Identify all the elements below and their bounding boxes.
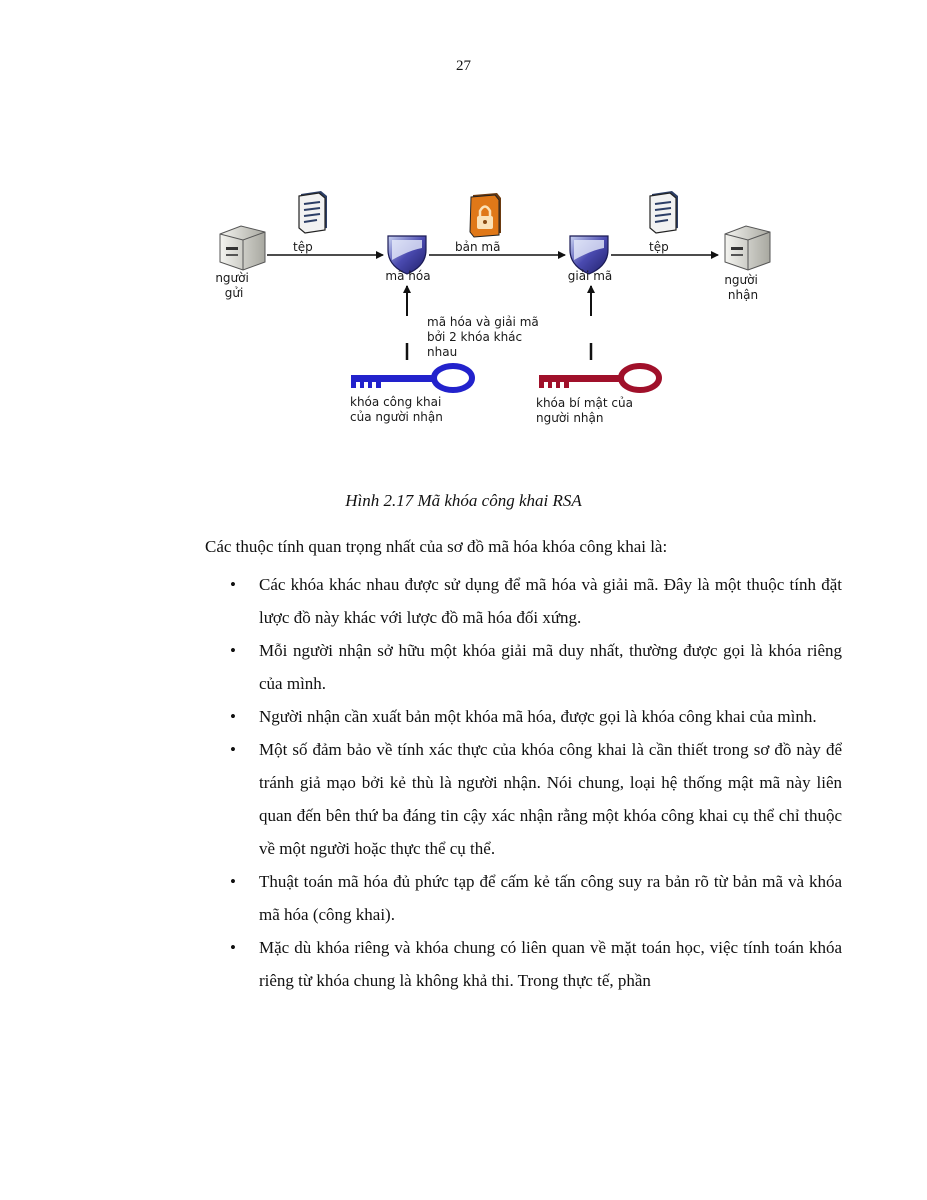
list-item-text: Mặc dù khóa riêng và khóa chung có liên quan về mặt toán học, việc tính toán khóa riêng từ khóa chung là không khả thi. Trong thực tế, phần <box>259 938 842 990</box>
bullet-icon: • <box>230 740 236 759</box>
private-key-label: khóa bí mật của người nhận <box>536 396 633 425</box>
document-icon <box>299 191 327 233</box>
sender-computer-icon <box>220 226 265 270</box>
list-item-text: Các khóa khác nhau được sử dụng để mã hóa và giải mã. Đây là một thuộc tính đặt lược đồ này khác với lược đồ mã hóa đối xứng. <box>259 575 842 627</box>
property-list <box>230 568 842 997</box>
list-item <box>230 733 842 865</box>
ciphertext-label: bản mã <box>455 240 501 254</box>
bullet-icon: • <box>230 872 236 891</box>
file-left-label: tệp <box>293 240 313 254</box>
receiver-computer-icon <box>725 226 770 270</box>
list-item-text: Người nhận cần xuất bản một khóa mã hóa, được gọi là khóa công khai của mình. <box>259 707 817 726</box>
bullet-icon: • <box>230 641 236 660</box>
list-item <box>230 931 842 997</box>
decrypt-label: giải mã <box>567 269 613 283</box>
bullet-icon: • <box>230 575 236 594</box>
intro-paragraph: Các thuộc tính quan trọng nhất của sơ đồ mã hóa khóa công khai là: <box>205 537 668 556</box>
list-item <box>230 634 842 700</box>
list-item-text: Thuật toán mã hóa đủ phức tạp để cấm kẻ tấn công suy ra bản rõ từ bản mã và khóa mã hóa (công khai). <box>259 872 842 924</box>
public-key-label: khóa công khai của người nhận <box>350 395 443 424</box>
encrypt-label: mã hóa <box>385 269 431 283</box>
list-item-text: Một số đảm bảo về tính xác thực của khóa công khai là cần thiết trong sơ đồ này để tránh giả mạo bởi kẻ thù là người nhận. Nói chung, loại hệ thống mật mã này liên quan đến bên thứ ba đáng tin cậy xác nhận rằng một khóa công khai cụ thể chỉ thuộc về một người hoặc thực thể cụ thể. <box>259 740 842 858</box>
bullet-icon: • <box>230 938 236 957</box>
note-label: mã hóa và giải mã bởi 2 khóa khác nhau <box>427 315 539 359</box>
file-right-label: tệp <box>649 240 669 254</box>
page-number: 27 <box>456 58 471 74</box>
document-icon <box>650 191 678 233</box>
private-key-icon <box>539 366 659 390</box>
public-key-icon <box>351 366 472 390</box>
list-item <box>230 700 842 733</box>
list-item-text: Mỗi người nhận sở hữu một khóa giải mã duy nhất, thường được gọi là khóa riêng của mình. <box>259 641 842 693</box>
rsa-diagram-svg <box>203 190 783 435</box>
list-item <box>230 568 842 634</box>
rsa-diagram <box>203 190 783 435</box>
lock-icon <box>470 193 501 237</box>
sender-label: người gửi <box>215 271 249 300</box>
list-item <box>230 865 842 931</box>
bullet-icon: • <box>230 707 236 726</box>
figure-caption: Hình 2.17 Mã khóa công khai RSA <box>345 491 582 510</box>
receiver-label: người nhận <box>724 273 759 302</box>
